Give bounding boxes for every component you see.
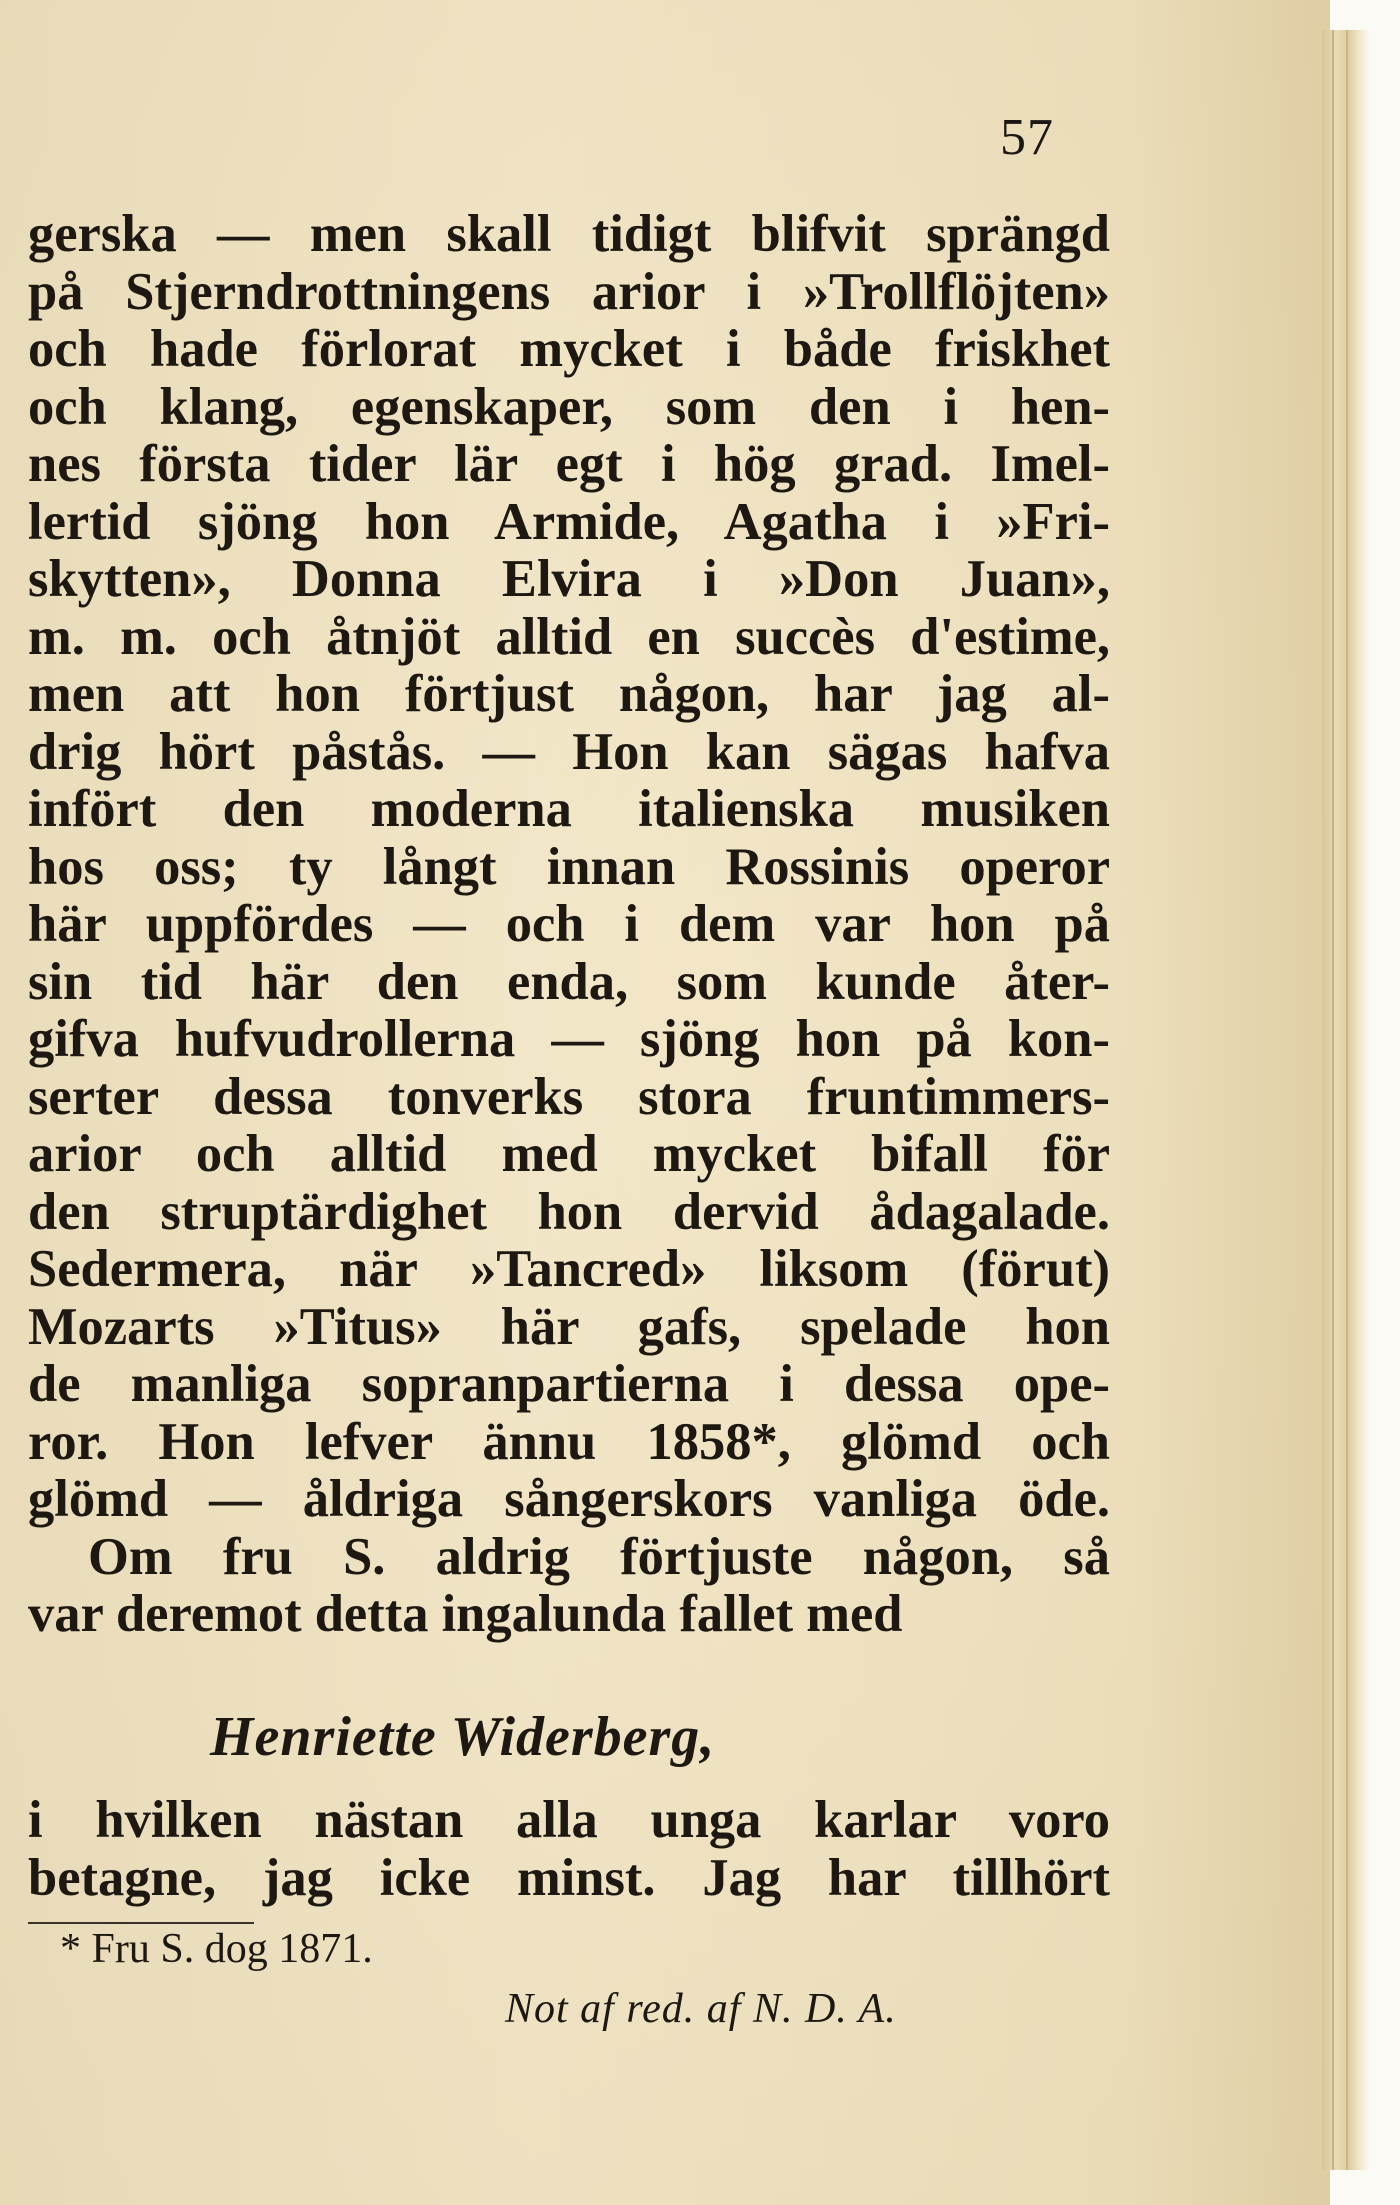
text-line: Om fru S. aldrig förtjuste någon, så [88, 1527, 1110, 1586]
text-line: arior och alltid med mycket bifall för [28, 1125, 1110, 1183]
text-line: serter dessa tonverks stora fruntimmers- [28, 1067, 1110, 1126]
page-number: 57 [1000, 109, 1054, 166]
text-line: och klang, egenskaper, som den i hen- [28, 377, 1110, 436]
footnote-divider [28, 1922, 254, 1924]
text-line: lertid sjöng hon Armide, Agatha i »Fri- [28, 492, 1110, 551]
text-line: i hvilken nästan alla unga karlar voro [28, 1791, 1110, 1849]
editor-note: Not af red. af N. D. A. [505, 1986, 897, 2032]
body-text [28, 206, 1110, 1644]
text-line: drig hört påstås. — Hon kan sägas hafva [28, 722, 1110, 781]
text-line: gifva hufvudrollerna — sjöng hon på kon- [28, 1010, 1110, 1068]
text-line: den struptärdighet hon dervid ådagalade. [28, 1182, 1110, 1241]
section-heading: Henriette Widerberg, [210, 1706, 716, 1768]
text-line: Sedermera, när »Tancred» liksom (förut) [28, 1240, 1110, 1298]
text-line: infört den moderna italienska musiken [28, 780, 1110, 838]
text-line: sin tid här den enda, som kunde åter- [28, 952, 1110, 1011]
text-line: gerska — men skall tidigt blifvit sprängd [28, 205, 1110, 263]
text-line: på Stjerndrottningens arior i »Trollflöjten» [28, 262, 1110, 321]
page-edge [1322, 30, 1370, 2170]
text-line: m. m. och åtnjöt alltid en succès d'estime, [28, 607, 1110, 666]
text-line: var deremot detta ingalunda fallet med [28, 1585, 903, 1643]
text-line: men att hon förtjust någon, har jag al- [28, 665, 1110, 723]
text-line: och hade förlorat mycket i både friskhet [28, 320, 1110, 378]
continuation-text [28, 1790, 1110, 1905]
text-line: nes första tider lär egt i hög grad. Imel- [28, 435, 1110, 493]
text-line: skytten», Donna Elvira i »Don Juan», [28, 550, 1110, 608]
text-line: de manliga sopranpartierna i dessa ope- [28, 1355, 1110, 1413]
text-line: här uppfördes — och i dem var hon på [28, 895, 1110, 953]
text-line: betagne, jag icke minst. Jag har tillhört [28, 1848, 1110, 1907]
text-line: Mozarts »Titus» här gafs, spelade hon [28, 1297, 1110, 1356]
text-line: ror. Hon lefver ännu 1858*, glömd och [28, 1412, 1110, 1471]
text-line: glömd — åldriga sångerskors vanliga öde. [28, 1470, 1110, 1528]
text-line: hos oss; ty långt innan Rossinis operor [28, 837, 1110, 896]
footnote: * Fru S. dog 1871. [60, 1926, 373, 1972]
